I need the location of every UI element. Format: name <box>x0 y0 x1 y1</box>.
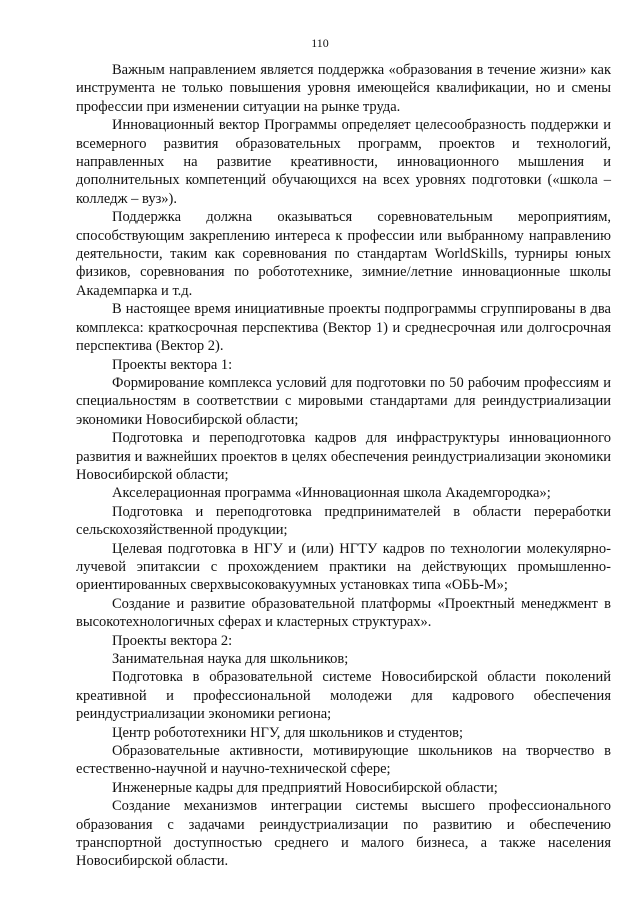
list-item-vector-2: Инженерные кадры для предприятий Новосибирской области; <box>112 779 498 796</box>
list-item-vector-1: Целевая подготовка в НГУ и (или) НГТУ кадров по технологии молекулярно-лучевой эпитаксии с прохождением практики на действующих промышленно-ориентированных сверхвысоковакуумных установках типа «ОБЬ-М»; <box>76 540 611 594</box>
list-item-vector-2: Занимательная наука для школьников; <box>112 651 349 667</box>
paragraph-innovation-vector: Инновационный вектор Программы определяет целесообразность поддержки и всемерного развития образовательных программ, проектов и технологий, направленных на развитие креативности, инновационного мышления и дополнительных компетенций обучающихся на всех уровнях подготовки («школа – колледж – вуз»). <box>76 117 611 207</box>
list-item-vector-2: Образовательные активности, мотивирующие школьников на творчество в естественно-научной и научно-технической сфере; <box>76 743 611 778</box>
list-item-vector-1: Подготовка и переподготовка предпринимателей в области переработки сельскохозяйственной продукции; <box>76 503 611 539</box>
paragraph-competitions-support: Поддержка должна оказываться соревновательным мероприятиям, способствующим закреплению интереса к профессии или выбранному направлению деятельности, таким как соревнования по стандартам WorldSkills, турниры юных физиков, соревнования по робототехнике, зимние/летние инновационные школы Академпарка и т.д. <box>76 209 611 299</box>
list-item-vector-2: Создание механизмов интеграции системы высшего профессионального образования с задачами реиндустриализации по развитию и обеспечению транспортной доступностью среднего и малого бизнеса, а также населения Новосибирской области. <box>76 798 611 870</box>
page-number: 110 <box>311 36 329 50</box>
heading-vector-1-projects: Проекты вектора 1: <box>112 356 233 373</box>
paragraph-lifelong-learning: Важным направлением является поддержка «образования в течение жизни» как инструмента не только повышения уровня имеющейся квалификации, но и смены профессии при изменении ситуации на рынке труда. <box>76 62 611 115</box>
paragraph-project-groups: В настоящее время инициативные проекты подпрограммы сгруппированы в два комплекса: краткосрочная перспектива (Вектор 1) и среднесрочная или долгосрочная перспектива (Вектор 2). <box>76 301 611 355</box>
list-item-vector-1: Создание и развитие образовательной платформы «Проектный менеджмент в высокотехнологичных сферах и кластерных структурах». <box>76 595 611 631</box>
list-item-vector-1: Акселерационная программа «Инновационная школа Академгородка»; <box>112 485 551 502</box>
heading-vector-2-projects: Проекты вектора 2: <box>112 632 233 649</box>
list-item-vector-1: Формирование комплекса условий для подготовки по 50 рабочим профессиям и специальностям в соответствии с мировыми стандартами для реиндустриализации экономики Новосибирской области; <box>76 374 611 428</box>
document-body <box>76 61 611 871</box>
list-item-vector-1: Подготовка и переподготовка кадров для инфраструктуры инновационного развития и важнейших проектов в целях обеспечения реиндустриализации экономики Новосибирской области; <box>76 430 611 483</box>
list-item-vector-2: Центр робототехники НГУ, для школьников и студентов; <box>112 724 463 741</box>
list-item-vector-2: Подготовка в образовательной системе Новосибирской области поколений креативной и профессиональной молодежи для кадрового обеспечения реиндустриализации экономики региона; <box>76 669 611 723</box>
